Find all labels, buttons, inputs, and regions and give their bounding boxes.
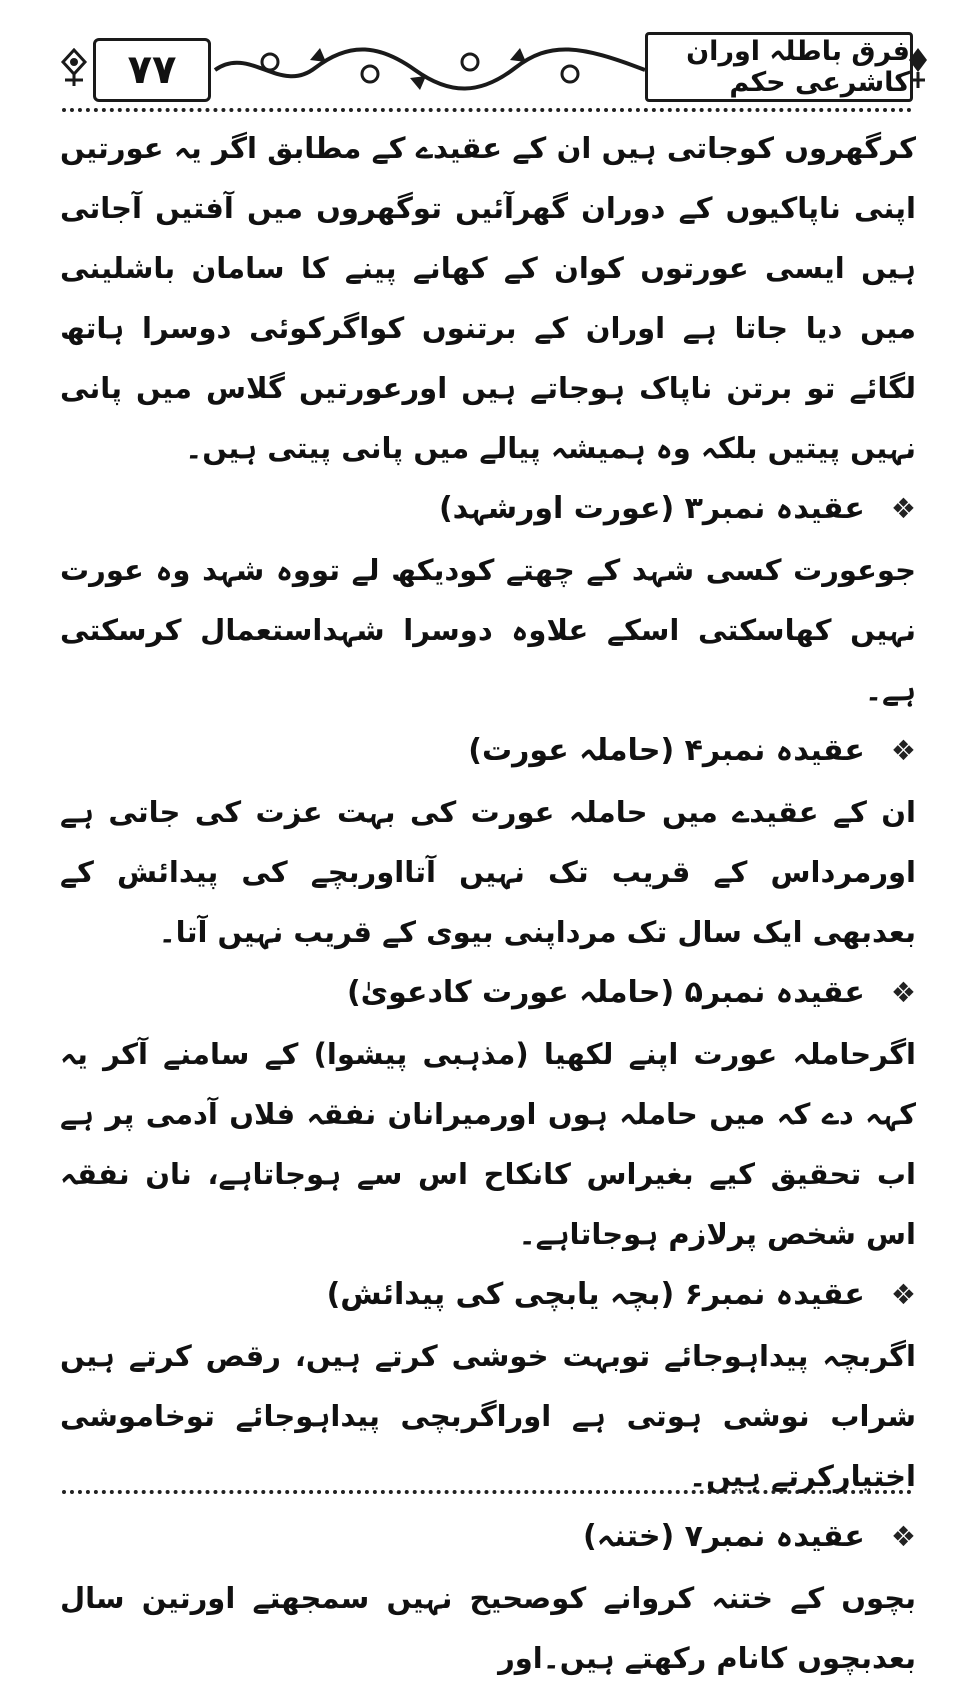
section-heading [60, 720, 916, 782]
diamond-bullet-icon: ❖ [890, 734, 916, 767]
section-heading [60, 478, 916, 540]
page-header [55, 28, 925, 110]
section-heading [60, 1506, 916, 1568]
vine-ornament-icon [210, 40, 650, 96]
book-title: فرق باطلہ اوران کاشرعی حکم [645, 32, 913, 102]
diamond-bullet-icon: ❖ [890, 976, 916, 1009]
heading-text: عقیدہ نمبر۴ (حاملہ عورت) [468, 733, 865, 768]
right-ornament-icon [907, 46, 929, 90]
section-heading [60, 962, 916, 1024]
diamond-bullet-icon: ❖ [890, 492, 916, 525]
left-ornament-icon [55, 48, 93, 88]
diamond-bullet-icon: ❖ [890, 1278, 916, 1311]
diamond-bullet-icon: ❖ [890, 1520, 916, 1553]
section-paragraph: جوعورت کسی شہد کے چھتے کودیکھ لے تووہ شہد وہ عورت نہیں کھاسکتی اسکے علاوہ دوسرا شہداستعمال کرسکتی ہے۔ [60, 553, 916, 707]
section-paragraph: بچوں کے ختنہ کروانے کوصحیح نہیں سمجھتے اورتین سال بعدبچوں کانام رکھتے ہیں۔اور [60, 1581, 916, 1675]
section-paragraph: اگربچہ پیداہوجائے توبہت خوشی کرتے ہیں، رقص کرتے ہیں شراب نوشی ہوتی ہے اوراگربچی پیداہوجائے توخاموشی اختیارکرتے ہیں۔ [60, 1339, 916, 1493]
heading-text: عقیدہ نمبر۶ (بچہ یابچی کی پیدائش) [326, 1277, 865, 1312]
heading-text: عقیدہ نمبر۷ (ختنہ) [583, 1519, 865, 1554]
page-number: ۷۷ [93, 38, 211, 102]
section-paragraph: اگرحاملہ عورت اپنے لکھیا (مذہبی پیشوا) کے سامنے آکر یہ کہہ دے کہ میں حاملہ ہوں اورمیرانان نفقہ فلاں آدمی پر ہے اب تحقیق کیے بغیراس کانکاح اس سے ہوجاتاہے، نان نفقہ اس شخص پرلازم ہوجاتاہے۔ [60, 1037, 916, 1251]
section-heading [60, 1264, 916, 1326]
heading-text: عقیدہ نمبر۳ (عورت اورشہد) [438, 491, 865, 526]
page-body [60, 118, 916, 1688]
header-divider [62, 108, 912, 112]
intro-paragraph: کرگھروں کوجاتی ہیں ان کے عقیدے کے مطابق اگر یہ عورتیں اپنی ناپاکیوں کے دوران گھرآئیں توگھروں میں آفتیں آجاتی ہیں ایسی عورتوں کوان کے کھانے پینے کا سامان باشلینی میں دیا جاتا ہے اوران کے برتنوں کواگرکوئی دوسرا ہاتھ لگائے تو برتن ناپاک ہوجاتے ہیں اورعورتیں گلاس میں پانی نہیں پیتیں بلکہ وہ ہمیشہ پیالے میں پانی پیتی ہیں۔ [60, 131, 916, 465]
footer-divider [62, 1490, 912, 1494]
section-paragraph: ان کے عقیدے میں حاملہ عورت کی بہت عزت کی جاتی ہے اورمرداس کے قریب تک نہیں آتااوربچے کی پیدائش کے بعدبھی ایک سال تک مرداپنی بیوی کے قریب نہیں آتا۔ [60, 795, 916, 949]
heading-text: عقیدہ نمبر۵ (حاملہ عورت کادعویٰ) [346, 975, 865, 1010]
